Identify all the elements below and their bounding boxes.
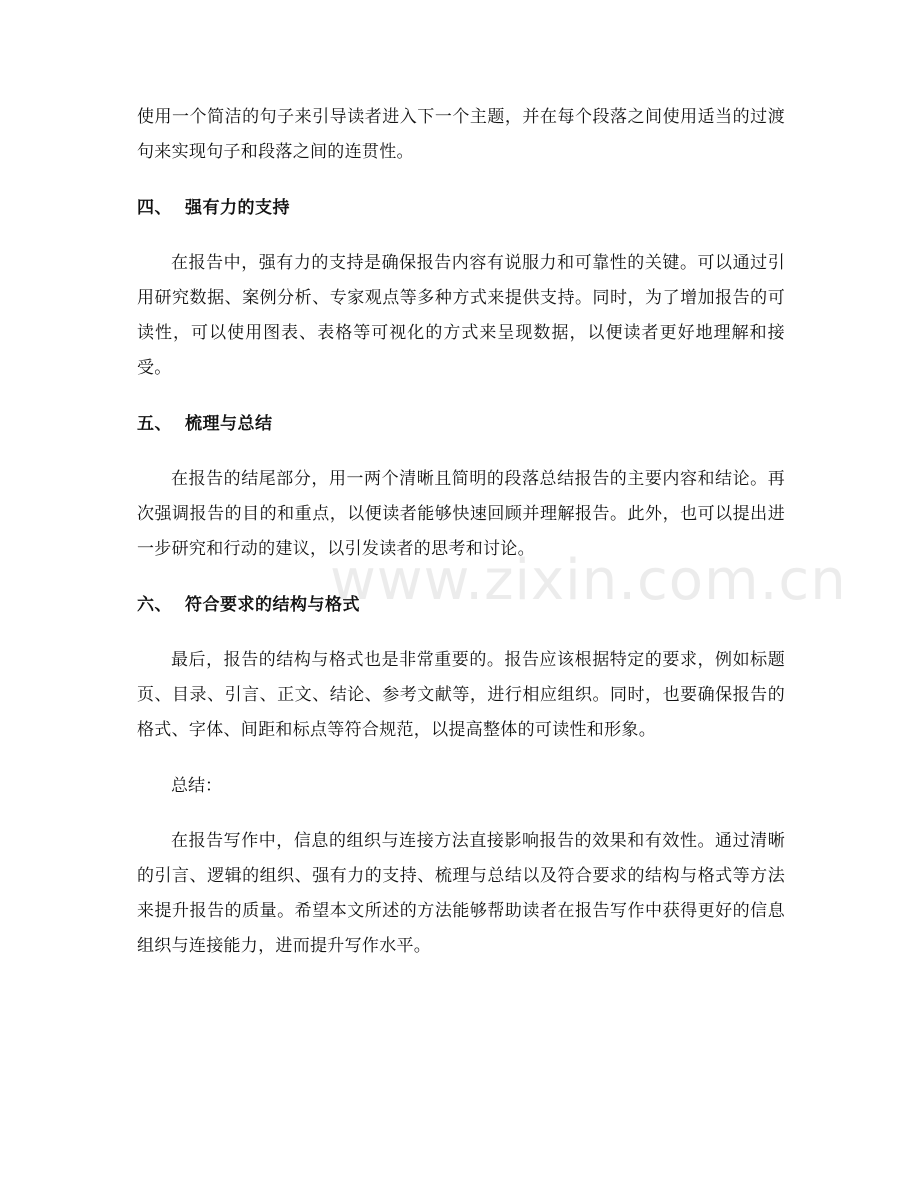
summary-label: 总结：: [171, 776, 222, 796]
section-6: [137, 591, 785, 748]
section-heading-4: [137, 194, 785, 222]
section-number: 六、: [137, 595, 172, 615]
section-5: [137, 410, 785, 567]
section-body-5: 在报告的结尾部分，用一两个清晰且简明的段落总结报告的主要内容和结论。再次强调报告的目的和重点，以便读者能够快速回顾并理解报告。此外，也可以提出进一步研究和行动的建议，以引发读者的思考和讨论。: [137, 469, 785, 559]
section-body-6: 最后，报告的结构与格式也是非常重要的。报告应该根据特定的要求，例如标题页、目录、引言、正文、结论、参考文献等，进行相应组织。同时，也要确保报告的格式、字体、间距和标点等符合规范，以提高整体的可读性和形象。: [137, 650, 785, 740]
section-title: 符合要求的结构与格式: [185, 595, 360, 615]
document-page: [137, 100, 785, 964]
section-title: 梳理与总结: [185, 414, 273, 434]
summary-body: 在报告写作中，信息的组织与连接方法直接影响报告的效果和有效性。通过清晰的引言、逻辑的组织、强有力的支持、梳理与总结以及符合要求的结构与格式等方法来提升报告的质量。希望本文所述的方法能够帮助读者在报告写作中获得更好的信息组织与连接能力，进而提升写作水平。: [137, 831, 785, 956]
section-heading-5: [137, 410, 785, 438]
section-number: 五、: [137, 414, 172, 434]
section-title: 强有力的支持: [185, 198, 290, 218]
section-body-4: 在报告中，强有力的支持是确保报告内容有说服力和可靠性的关键。可以通过引用研究数据、案例分析、专家观点等多种方式来提供支持。同时，为了增加报告的可读性，可以使用图表、表格等可视化的方式来呈现数据，以便读者更好地理解和接受。: [137, 253, 785, 378]
section-4: [137, 194, 785, 386]
section-number: 四、: [137, 198, 172, 218]
watermark: www.zixin.com.cn: [330, 548, 847, 613]
intro-paragraph: 使用一个简洁的句子来引导读者进入下一个主题，并在每个段落之间使用适当的过渡句来实现句子和段落之间的连贯性。: [137, 107, 785, 162]
section-heading-6: [137, 591, 785, 619]
